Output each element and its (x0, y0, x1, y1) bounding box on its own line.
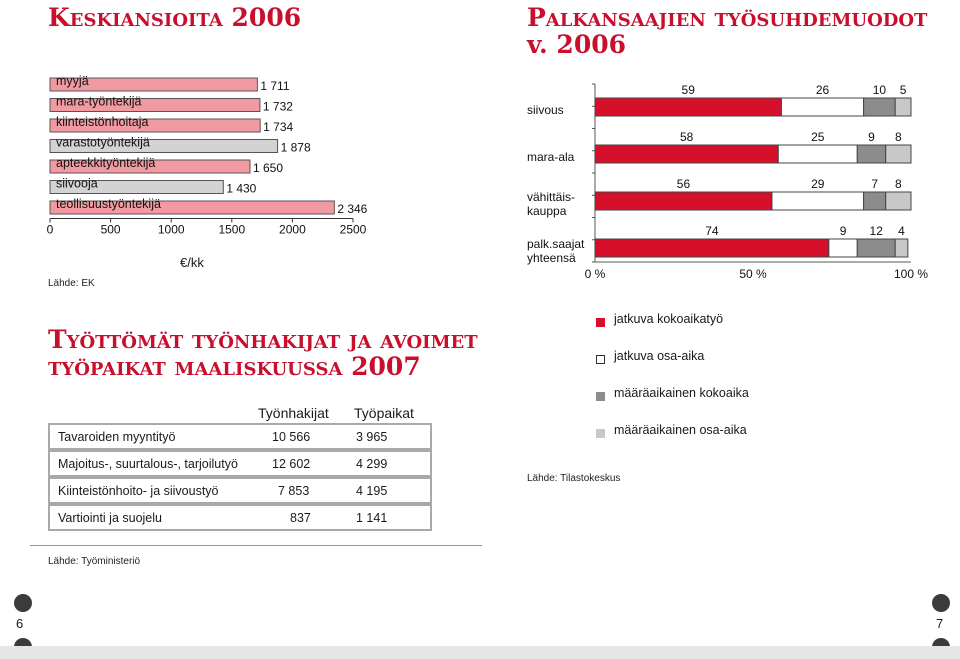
employment-bar-segment (864, 192, 886, 210)
row-seekers: 10 566 (272, 430, 311, 444)
salary-unit-label: €/kk (180, 255, 204, 270)
employment-bar-segment (886, 145, 911, 163)
salary-category-label: myyjä (56, 74, 89, 88)
employment-data-label: 26 (815, 83, 830, 97)
row-jobs: 3 965 (356, 430, 388, 444)
salary-source: Lähde: EK (48, 278, 95, 289)
row-jobs: 4 299 (356, 457, 388, 471)
divider (30, 545, 482, 546)
table-row (48, 504, 432, 531)
salary-value-label: 1 711 (260, 79, 290, 93)
employment-category-label: siivous (527, 103, 564, 117)
employment-stacked-chart (520, 82, 940, 302)
legend-label-2: määräaikainen kokoaika (614, 386, 749, 400)
row-label: Kiinteistönhoito- ja siivoustyö (58, 484, 219, 498)
row-jobs: 4 195 (356, 484, 388, 498)
employment-bar-segment (857, 239, 895, 257)
salary-value-label: 1 430 (226, 181, 257, 196)
salary-value-label: 1 878 (280, 140, 311, 155)
legend-label-3: määräaikainen osa-aika (614, 423, 747, 437)
salary-x-tick-label: 2500 (339, 222, 367, 237)
row-jobs: 1 141 (356, 511, 388, 525)
table-row (48, 450, 432, 477)
employment-data-label: 5 (899, 83, 907, 97)
employment-bar-segment (595, 192, 772, 210)
employment-data-label: 29 (811, 177, 825, 191)
legend-swatch-0 (596, 318, 605, 327)
salary-value-label: 1 732 (262, 99, 293, 114)
unemployment-title-line1: Työttömät työnhakijat ja avoimet (48, 325, 478, 354)
row-label: Vartiointi ja suojelu (58, 511, 162, 525)
employment-data-label: 59 (681, 83, 695, 97)
employment-data-label: 7 (871, 177, 879, 191)
page-footer-bar (0, 646, 960, 659)
salary-x-tick-label: 2000 (279, 222, 306, 237)
employment-category-label: mara-ala (527, 150, 575, 164)
employment-data-label: 12 (869, 224, 883, 238)
employment-category-label: palk.saajat (527, 237, 585, 251)
row-label: Majoitus-, suurtalous-, tarjoilutyö (58, 457, 238, 471)
salary-category-label: apteekkityöntekijä (56, 156, 156, 170)
salary-value-label: 2 346 (337, 202, 368, 216)
employment-data-label: 58 (679, 130, 694, 144)
employment-data-label: 4 (898, 224, 905, 238)
salary-bar-chart (40, 70, 400, 290)
employment-data-label: 8 (895, 177, 902, 191)
salary-x-tick-label: 1000 (157, 222, 185, 237)
legend-swatch-1 (596, 355, 605, 364)
employment-data-label: 8 (895, 130, 902, 144)
employment-bar-segment (595, 98, 781, 116)
employment-category-label: kauppa (527, 204, 567, 218)
row-label: Tavaroiden myyntityö (58, 430, 176, 444)
page-dot-left-top (14, 594, 32, 612)
salary-chart-title: Keskiansioita 2006 (48, 3, 302, 32)
employment-data-label: 25 (811, 130, 825, 144)
employment-chart-title (527, 4, 927, 58)
column-header-seekers: Työnhakijat (258, 405, 329, 421)
salary-category-label: kiinteistönhoitaja (56, 115, 149, 129)
salary-category-label: siivooja (56, 176, 98, 191)
employment-bar-segment (886, 192, 911, 210)
legend-swatch-3 (596, 429, 605, 438)
salary-category-label: teollisuustyöntekijä (56, 197, 161, 211)
row-seekers: 837 (290, 511, 311, 525)
employment-title-line2: v. 2006 (527, 30, 626, 59)
legend-label-0: jatkuva kokoaikatyö (614, 312, 724, 326)
unemployment-title (48, 326, 478, 380)
column-header-jobs: Työpaikat (354, 405, 414, 421)
salary-x-tick-label: 0 (46, 222, 54, 237)
employment-category-label: vähittäis- (527, 190, 576, 204)
employment-category-label: yhteensä (527, 251, 576, 265)
page-number-left: 6 (16, 616, 24, 631)
employment-bar-segment (895, 239, 908, 257)
employment-x-tick-label: 0 % (584, 267, 606, 281)
employment-bar-segment (781, 98, 863, 116)
salary-value-label: 1 650 (252, 161, 284, 175)
salary-category-label: mara-työntekijä (56, 94, 142, 109)
employment-title-line1: Palkansaajien työsuhdemuodot (527, 3, 928, 32)
row-seekers: 12 602 (272, 457, 311, 471)
unemployment-title-line2: työpaikat maaliskuussa 2007 (48, 352, 421, 381)
employment-data-label: 9 (839, 224, 847, 238)
page-dot-right-top (932, 594, 950, 612)
employment-x-tick-label: 50 % (739, 267, 767, 281)
employment-data-label: 10 (872, 83, 887, 97)
employment-source: Lähde: Tilastokeskus (527, 473, 621, 484)
employment-bar-segment (595, 145, 778, 163)
salary-x-tick-label: 1500 (218, 222, 246, 237)
legend-swatch-2 (596, 392, 605, 401)
employment-bar-segment (778, 145, 857, 163)
salary-x-tick-label: 500 (100, 222, 121, 237)
page-number-right: 7 (936, 616, 944, 631)
employment-bar-segment (895, 98, 911, 116)
table-row (48, 477, 432, 504)
table-row (48, 423, 432, 450)
employment-bar-segment (829, 239, 857, 257)
employment-bar-segment (857, 145, 885, 163)
salary-value-label: 1 734 (263, 120, 294, 134)
unemployment-source: Lähde: Työministeriö (48, 556, 141, 567)
employment-bar-segment (595, 239, 829, 257)
employment-bar-segment (772, 192, 864, 210)
employment-data-label: 9 (868, 130, 875, 144)
employment-bar-segment (864, 98, 896, 116)
row-seekers: 7 853 (278, 484, 310, 498)
employment-x-tick-label: 100 % (893, 267, 929, 281)
legend-label-1: jatkuva osa-aika (614, 349, 705, 363)
employment-data-label: 74 (705, 224, 719, 238)
employment-data-label: 56 (676, 177, 691, 191)
salary-category-label: varastotyöntekijä (56, 135, 150, 150)
